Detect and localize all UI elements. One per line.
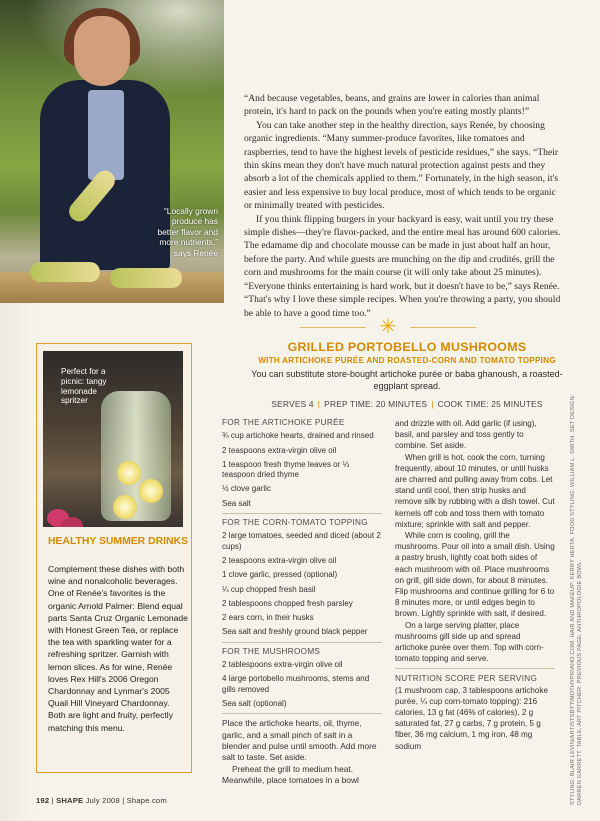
ingredient-section-head: FOR THE MUSHROOMS [222,646,321,656]
method-step: Preheat the grill to medium heat. Meanwhile, place tomatoes in a bowl [222,763,359,786]
corn-ear [110,268,182,288]
flower [61,517,83,527]
ingredient: ¾ cup artichoke hearts, drained and rinsed [222,431,374,441]
ingredient-section-head: FOR THE ARTICHOKE PURÉE [222,418,345,427]
ingredient: ¼ cup chopped fresh basil [222,584,316,594]
corn-ear [30,262,100,282]
footer-separator: | [122,796,127,805]
prep-time: PREP TIME: 20 MINUTES [324,399,428,409]
ingredient: Sea salt [222,498,251,508]
ingredient: Sea salt (optional) [222,698,287,708]
divider-line-left [300,327,366,328]
section-rule [222,713,382,714]
magazine-name: SHAPE [56,796,84,805]
hero-caption: “Locally grown produce has better flavor and more nutrients,” says Renée [157,206,218,258]
ingredient: 1 clove garlic, pressed (optional) [222,570,338,580]
ingredient: 4 large portobello mushrooms, stems and gills removed [222,674,370,694]
lemon-slice [139,479,163,503]
issue-date: July 2008 [85,796,120,805]
footer-separator: | [51,796,57,805]
ingredient: 2 tablespoons extra-virgin olive oil [222,660,343,670]
sidebar-title: HEALTHY SUMMER DRINKS [48,536,188,547]
recipe-title: GRILLED PORTOBELLO MUSHROOMS [287,340,527,354]
method-step: and drizzle with oil. Add garlic (if using), basil, and parsley and toss gently to combine. Set aside. [395,419,537,451]
ingredient: 2 large tomatoes, seeded and diced (about 2 cups) [222,531,381,551]
ingredient: 2 teaspoons extra-virgin olive oil [222,445,337,455]
ingredient: ½ clove garlic [222,484,271,494]
method-step: When grill is hot, cook the corn, turning frequently, about 10 minutes, or until husks are charred and pulling away from cobs. Let stand until cool, then strip husks and remove silk by rubbing with a dish towel. Cut kernels off cob and toss them with tomato mixture; sprinkle with salt and pepper. [395,452,555,529]
method-step: On a large serving platter, place mushrooms gill side up and spread artichoke purée over them. Top with corn-tomato topping and serve. [395,620,544,664]
method-step: Place the artichoke hearts, oil, thyme, garlic, and a small pinch of salt in a blender and pulse until smooth. Add more salt to taste. Set aside. [222,718,377,763]
hero-photo [0,0,224,303]
method-step: While corn is cooling, grill the mushrooms. Pour oil into a small dish. Using a pastry brush, lightly coat both sides of each mushroom with oil. Place mushrooms on grill, gill side down, for about 8 minutes. Flip mushrooms and continue grilling for 6 to 8 minutes more, or until edges begin to brown. Lightly sprinkle with salt, if desired. [395,531,555,619]
page-footer [36,796,167,805]
recipe-subtitle: WITH ARTICHOKE PURÉE AND ROASTED-CORN AND TOMATO TOPPING [258,356,556,365]
section-rule [222,642,382,643]
ingredient-section-head: FOR THE CORN-TOMATO TOPPING [222,518,368,528]
website: Shape.com [126,796,167,805]
ingredient: 1 teaspoon fresh thyme leaves or ⅓ teaspoon dried thyme [222,459,350,480]
intro-paragraph: “And because vegetables, beans, and grains are lower in calories than animal protein, it's hard to pack on the pounds when you're eating mostly plants!” [244,93,540,118]
method-text [222,718,382,786]
nutrition-text: (1 mushroom cap, 3 tablespoons artichoke purée, ¼ cup corn-tomato topping): 216 calories, 13 g fat (46% of calories), 2 g saturated fat, 27 g carbs, 7 g protein, 5 g fiber, 36 mg calcium, 1 mg iron, 48 mg sodium [395,685,548,751]
meta-separator: | [317,399,321,409]
ingredient: 2 teaspoons extra-virgin olive oil [222,555,337,565]
nutrition-heading: NUTRITION SCORE PER SERVING [395,674,538,684]
woman-face [74,16,130,86]
page-number: 192 [36,796,50,805]
ingredient: 2 tablespoons chopped fresh parsley [222,598,353,608]
lemon-slice [113,495,137,519]
lemon-slice [117,461,141,485]
sidebar-text: Complement these dishes with both wine and nonalcoholic beverages. One of Renée's favorites is the organic Arnold Palmer: Blend equal parts Santa Cruz Organic Lemonade with Honest Green Tea, or replace the tea with sparkling water for a refreshing spritzer. Garnish with lemon slices. As for wine, Renée loves Rex Hill's 2006 Oregon Chardonnay and Lynmar's 2005 Quail Hill Vineyard Chardonnay. Both are light and fruity, perfectly matching this menu. [48,564,188,733]
ingredient: 2 ears corn, in their husks [222,613,314,623]
photo-credits: STYLING: BLAIR LEVIN/ARTISTSBYTIMOTHYPRIANO.COM. HAIR AND MAKEUP: KERRY HERTA. FOOD STYLING: WILLIAM L. SMITH. SET DESIGN: DARREN GARRETT. TABLE, ART PITCHER: PREVIOUS PAGE: ANTHROPOLOGIE BOWL. [570,394,583,805]
lemonade-photo [43,351,183,527]
serves: SERVES 4 [271,399,314,409]
recipe-column-1 [222,418,382,787]
woman-shirt [88,90,124,180]
recipe-meta [246,399,568,409]
section-rule [222,513,382,514]
recipe-note: You can substitute store-bought artichoke purée or baba ghanoush, a roasted-eggplant spread. [251,369,563,391]
ingredient: Sea salt and freshly ground black pepper [222,627,368,637]
recipe-column-2 [395,418,555,752]
intro-paragraph: You can take another step in the healthy direction, says Renée, by choosing organic ingredients. “Many summer-produce favorites, like tomatoes and raspberries, tend to have the highest levels of pesticide residues,” she says. “Their thin skins mean they don't have much natural protection against pests and they absorb a lot of the chemicals applied to them.” Fortunately, in the high season, it's easier and less expensive to buy local produce, most of which tends to be organic or minimally treated with pesticides. [244,119,559,212]
cook-time: COOK TIME: 25 MINUTES [437,399,543,409]
lemonade-caption: Perfect for a picnic: tangy lemonade spritzer [61,367,107,406]
divider-line-right [410,327,476,328]
intro-paragraph: If you think flipping burgers in your backyard is easy, wait until you try these simple dishes—they're flavor-packed, and the entire meal has around 600 calories. The edamame dip and chocolate mousse can be made in just about half an hour, before the party. And while guests are munching on the dip and crudités, grill the corn and mushrooms for the main course (it will only take about 25 minutes). “Everyone thinks entertaining is hard work, but it doesn't have to be,” says Renée. “That's why I love these simple recipes. When you're throwing a party, you should be able to have a good time too.” [244,213,561,319]
section-rule [395,668,555,669]
intro-text [244,92,566,320]
drinks-sidebar [36,343,192,773]
meta-separator: | [431,399,434,409]
star-ornament-icon: ✳ [379,316,397,338]
